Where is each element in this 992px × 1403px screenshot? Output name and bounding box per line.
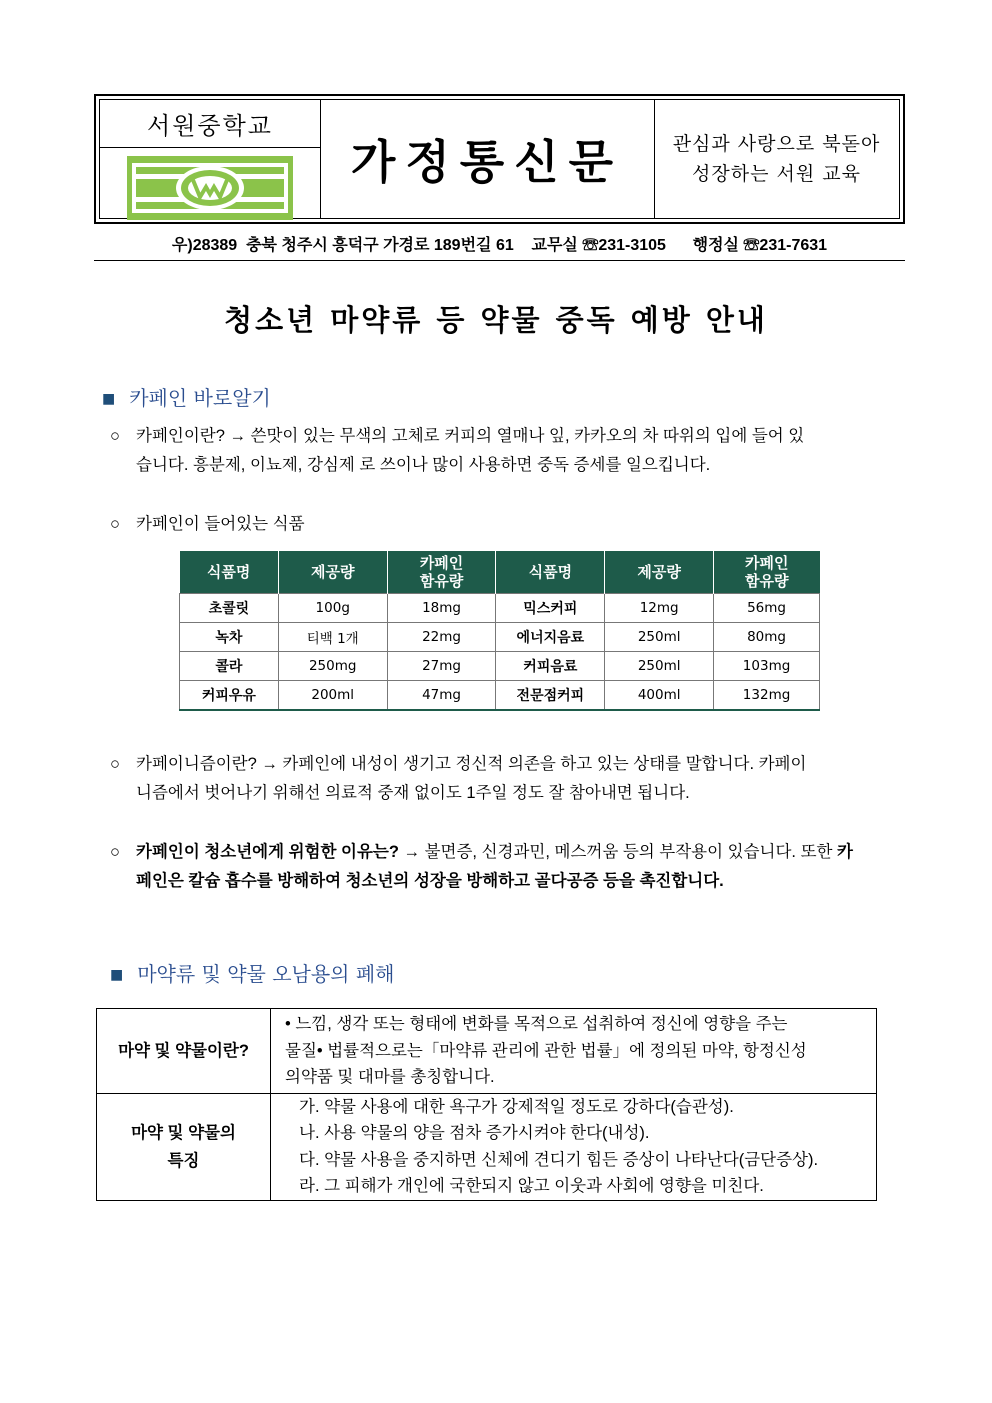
circle-bullet-icon: ○ (110, 755, 120, 773)
circle-bullet-icon: ○ (110, 427, 120, 445)
table-row (180, 652, 820, 681)
drug-features-cell (271, 1093, 877, 1200)
table-cell: 22mg (387, 623, 496, 652)
square-bullet-icon: ■ (102, 391, 116, 407)
text-line: 물질• 법률적으로는「마약류 관리에 관한 법률」에 정의된 마약, 항정신성 (285, 1041, 807, 1060)
school-cell (100, 100, 321, 218)
column-header: 카페인 함유량 (714, 551, 820, 594)
paragraph-text: → 불면증, 신경과민, 메스꺼움 등의 부작용이 있습니다. 또한 (398, 843, 838, 861)
paragraph-line: 카페인이 들어있는 식품 (136, 515, 305, 533)
label-line: 특징 (167, 1151, 200, 1170)
table-cell: 200ml (278, 681, 387, 711)
paragraph-caffeine-danger (110, 838, 890, 896)
school-motto (654, 100, 899, 218)
section-heading-text: 마약류 및 약물 오남용의 폐해 (137, 962, 395, 986)
row-label (97, 1093, 271, 1200)
emphasis-text: 페인은 칼슘 흡수를 방해하여 청소년의 성장을 방해하고 골다공증 등을 촉진합니다. (136, 872, 724, 890)
paragraph-caffeinism (110, 750, 890, 808)
drug-info-table (96, 1008, 877, 1201)
emphasis-text: 카페인이 청소년에게 위험한 이유는? (136, 843, 399, 861)
document-title: 청소년 마약류 등 약물 중독 예방 안내 (224, 303, 768, 337)
column-header: 제공량 (605, 551, 714, 594)
table-cell: 27mg (387, 652, 496, 681)
list-item: 다. 약물 사용을 중지하면 신체에 견디기 힘든 증상이 나타난다(금단증상). (299, 1150, 819, 1169)
table-cell: 80mg (714, 623, 820, 652)
table-cell: 12mg (605, 594, 714, 623)
text-line: 의약품 및 대마를 총칭합니다. (285, 1068, 495, 1086)
section-heading-drugs (110, 958, 395, 987)
column-header: 식품명 (496, 551, 605, 594)
table-cell: 47mg (387, 681, 496, 711)
table-cell: 100g (278, 594, 387, 623)
newsletter-title: 가정통신문 (320, 100, 655, 218)
table-cell: 56mg (714, 594, 820, 623)
table-cell: 콜라 (180, 652, 279, 681)
table-row (97, 1093, 877, 1200)
table-row (180, 594, 820, 623)
table-cell: 티백 1개 (278, 623, 387, 652)
table-header-row (180, 551, 820, 594)
table-row (180, 623, 820, 652)
list-item: 라. 그 피해가 개인에 국한되지 않고 이웃과 사회에 영향을 미친다. (299, 1177, 764, 1195)
drug-definition-cell (271, 1009, 877, 1094)
square-bullet-icon: ■ (110, 967, 124, 983)
list-item: 가. 약물 사용에 대한 욕구가 강제적일 정도로 강하다(습관성). (299, 1097, 734, 1116)
letterhead (94, 94, 905, 224)
label-line: 마약 및 약물의 (131, 1123, 236, 1142)
paragraph-caffeine-definition (110, 422, 890, 480)
table-cell: 132mg (714, 681, 820, 711)
motto-line-2: 성장하는 서원 교육 (692, 163, 861, 185)
table-cell: 에너지음료 (496, 623, 605, 652)
table-cell: 초콜릿 (180, 594, 279, 623)
circle-bullet-icon: ○ (110, 515, 120, 533)
table-cell: 믹스커피 (496, 594, 605, 623)
table-cell: 18mg (387, 594, 496, 623)
table-row (97, 1009, 877, 1094)
table-cell: 녹차 (180, 623, 279, 652)
letterhead-inner (99, 99, 900, 219)
paragraph-line: 니즘에서 벗어나기 위해선 의료적 중재 없이도 1주일 정도 잘 참아내면 됩니다. (136, 784, 690, 802)
table-cell: 커피우유 (180, 681, 279, 711)
text-line: • 느낌, 생각 또는 형태에 변화를 목적으로 섭취하여 정신에 영향을 주는 (285, 1015, 788, 1033)
table-cell: 커피음료 (496, 652, 605, 681)
emphasis-text: 카 (837, 843, 853, 861)
column-header: 카페인 함유량 (387, 551, 496, 594)
table-row (180, 681, 820, 711)
column-header: 제공량 (278, 551, 387, 594)
paragraph-line: 습니다. 흥분제, 이뇨제, 강심제 로 쓰이나 많이 사용하면 중독 증세를 일으킵니다. (136, 456, 711, 474)
school-name: 서원중학교 (100, 100, 320, 148)
table-cell: 250mg (278, 652, 387, 681)
table-cell: 400ml (605, 681, 714, 711)
paragraph-line: 카페인이란? → 쓴맛이 있는 무색의 고체로 커피의 열매나 잎, 카카오의 차 따위의 입에 들어 있 (136, 427, 805, 445)
paragraph-caffeine-foods (110, 510, 890, 539)
circle-bullet-icon: ○ (110, 843, 120, 861)
list-item: 나. 사용 약물의 양을 점차 증가시켜야 한다(내성). (299, 1124, 650, 1142)
school-address: 우)28389 충북 청주시 흥덕구 가경로 189번길 61 교무실 ☏231-3105 행정실 ☏231-7631 (94, 226, 905, 261)
section-heading-caffeine (102, 382, 271, 411)
table-cell: 250ml (605, 623, 714, 652)
motto-line-1: 관심과 사랑으로 북돋아 (672, 133, 881, 155)
table-cell: 전문점커피 (496, 681, 605, 711)
row-label: 마약 및 약물이란? (97, 1009, 271, 1094)
table-cell: 103mg (714, 652, 820, 681)
school-logo (127, 156, 293, 220)
paragraph-line: 카페이니즘이란? → 카페인에 내성이 생기고 정신적 의존을 하고 있는 상태를 말합니다. 카페이 (136, 755, 807, 773)
table-cell: 250ml (605, 652, 714, 681)
column-header: 식품명 (180, 551, 279, 594)
section-heading-text: 카페인 바로알기 (129, 386, 271, 410)
caffeine-table (179, 551, 820, 711)
